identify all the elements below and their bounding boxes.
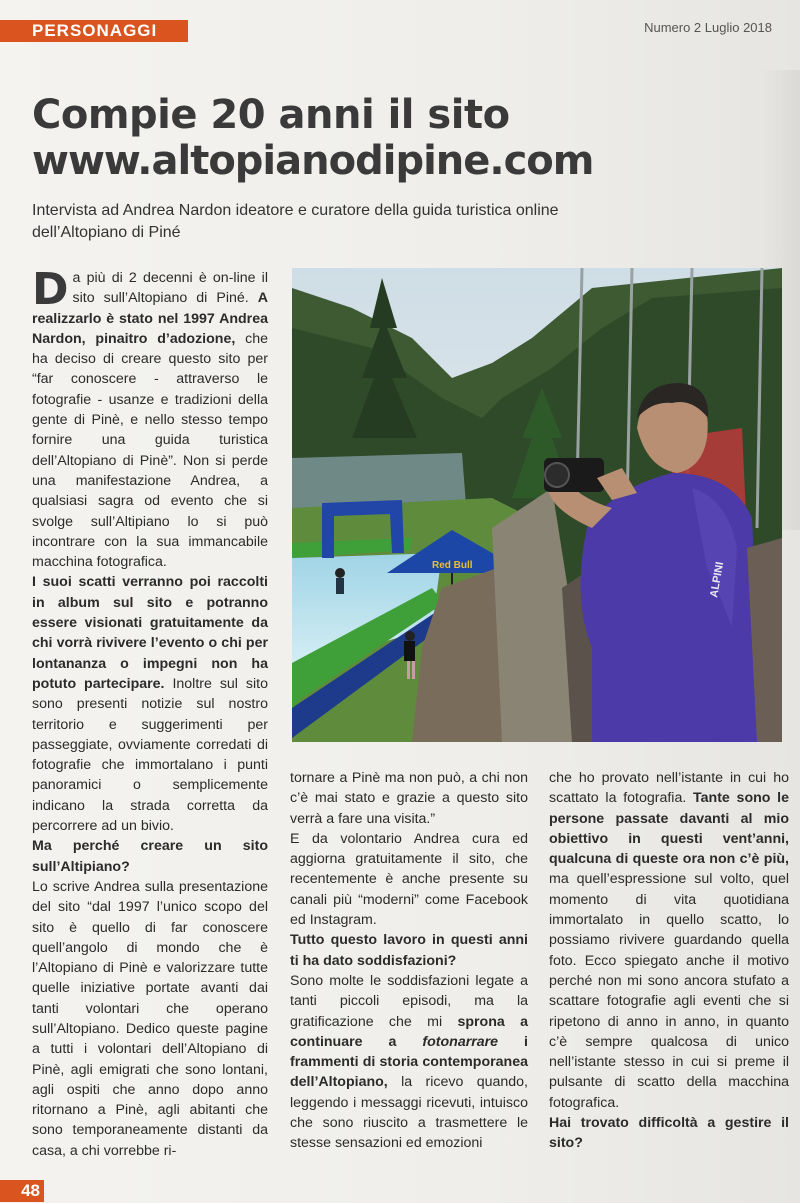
- question-heading: Tutto questo lavoro in questi anni ti ha dato soddisfazioni?: [290, 932, 528, 969]
- column-3: [549, 768, 789, 1154]
- drop-cap: D: [32, 264, 69, 315]
- bold-run: i frammenti di storia contemporanea dell’Altopiano,: [290, 1033, 528, 1091]
- article-title: [32, 92, 772, 184]
- shirt-print-text: ALPINI: [708, 560, 727, 599]
- paragraph: [549, 768, 789, 1113]
- tent-logo-text: Red Bull: [432, 560, 473, 571]
- bold-run: A realizzarlo è stato nel 1997 Andrea Nardon, pinaitro d’adozione,: [32, 290, 268, 347]
- section-tag: PERSONAGGI: [0, 20, 188, 42]
- issue-label: Numero 2 Luglio 2018: [644, 20, 772, 35]
- bold-run: Tante sono le persone passate davanti al mio obiettivo in questi vent’anni, qualcuna di queste ora non c’è più,: [549, 790, 790, 868]
- text-run: Inoltre sul sito sono presenti notizie sul nostro territorio e suggerimenti per passeggiate, ovviamente corredati di fotografie che immortalano i punti panoramici o semplicemente indicano la strada corretta da percorrere ad un bivio.: [32, 675, 268, 835]
- column-1: [32, 264, 268, 1161]
- text-run: la ricevo quando, leggendo i messaggi ricevuti, intuisco che sono riuscito a trasmettere le stesse sensazioni ed emozioni: [290, 1074, 528, 1152]
- page-number: 48: [0, 1180, 44, 1202]
- column-2: [290, 768, 528, 1154]
- question-heading: Ma perché creare un sito sull’Altipiano?: [32, 838, 268, 875]
- paragraph: E da volontario Andrea cura ed aggiorna gratuitamente il sito, che recentemente è anche presente su canali più “moderni” come Facebook ed Instagram.: [290, 830, 528, 929]
- text-run: che ha deciso di creare questo sito per “far conoscere - attraverso le fotografie - usanze e tradizioni della gente di Pinè, e nello stesso tempo fornire una guida turistica dell’Altopiano di Pinè”. Non si perde una manifestazione Andrea, a qualsiasi sagra od evento che si svolge sull’Altipiano lo si può incontrare con la sua immancabile macchina fotografica.: [32, 330, 268, 571]
- text-run: Sono molte le soddisfazioni legate a tanti piccoli episodi, ma la gratificazione che mi: [290, 972, 528, 1030]
- paragraph: Lo scrive Andrea sulla presentazione del sito “dal 1997 l’unico scopo del sito è quello di far conoscere quell’angolo di mondo che è l’Altopiano di Pinè e valorizzare tutte quelle iniziative portate avanti dai tanti volontari che operano sull’Altopiano. Dedico queste pagine a tutti i volontari dell’Altopiano di Pinè, agli emigrati che sono lontani, agli ospiti che anno dopo anno ritornano a Pinè, agli abitanti che sono temporaneamente distanti da casa, a chi vorrebbe ri-: [32, 878, 268, 1159]
- paragraph: tornare a Pinè ma non può, a chi non c’è mai stato e grazie a questo sito verrà a fare una visita.”: [290, 770, 528, 827]
- title-line-2: www.altopianodipine.com: [32, 138, 594, 184]
- paragraph: [32, 572, 268, 836]
- title-line-1: Compie 20 anni il sito: [32, 92, 510, 138]
- article-photo: [292, 268, 782, 742]
- paragraph: [290, 971, 528, 1154]
- bold-italic-run: fotonarrare: [422, 1033, 499, 1050]
- text-run: ma quell’espressione sul volto, quel momento di vita quotidiana immortalato in quello scatto, lo possiamo rivivere guardando quella foto. Ecco spiegato anche il motivo perché non mi sono ancora stufato a scattare fotografie agli eventi che si ripetono di anno in anno, in quanto c’è sempre qualcosa di unico nell’istante stesso in cui si preme il pulsante di scatto della macchina fotografica.: [549, 871, 789, 1111]
- photo-illustration: [292, 268, 782, 742]
- text-run: che ho provato nell’istante in cui ho scattato la fotografia.: [549, 770, 789, 807]
- paragraph: [32, 264, 268, 572]
- question-heading: Hai trovato difficoltà a gestire il sito?: [549, 1115, 789, 1152]
- article-subtitle: Intervista ad Andrea Nardon ideatore e curatore della guida turistica online dell’Altopiano di Piné: [32, 202, 559, 241]
- text-run: a più di 2 decenni è on-line il sito sull’Altopiano di Piné.: [72, 270, 268, 307]
- bold-run: I suoi scatti verranno poi raccolti in album sul sito e potranno essere visionati gratuitamente da chi vorrà rivivere l’evento o chi per lontananza o impegni non ha potuto partecipare.: [32, 574, 268, 692]
- bold-run: sprona a continuare a: [290, 1013, 529, 1050]
